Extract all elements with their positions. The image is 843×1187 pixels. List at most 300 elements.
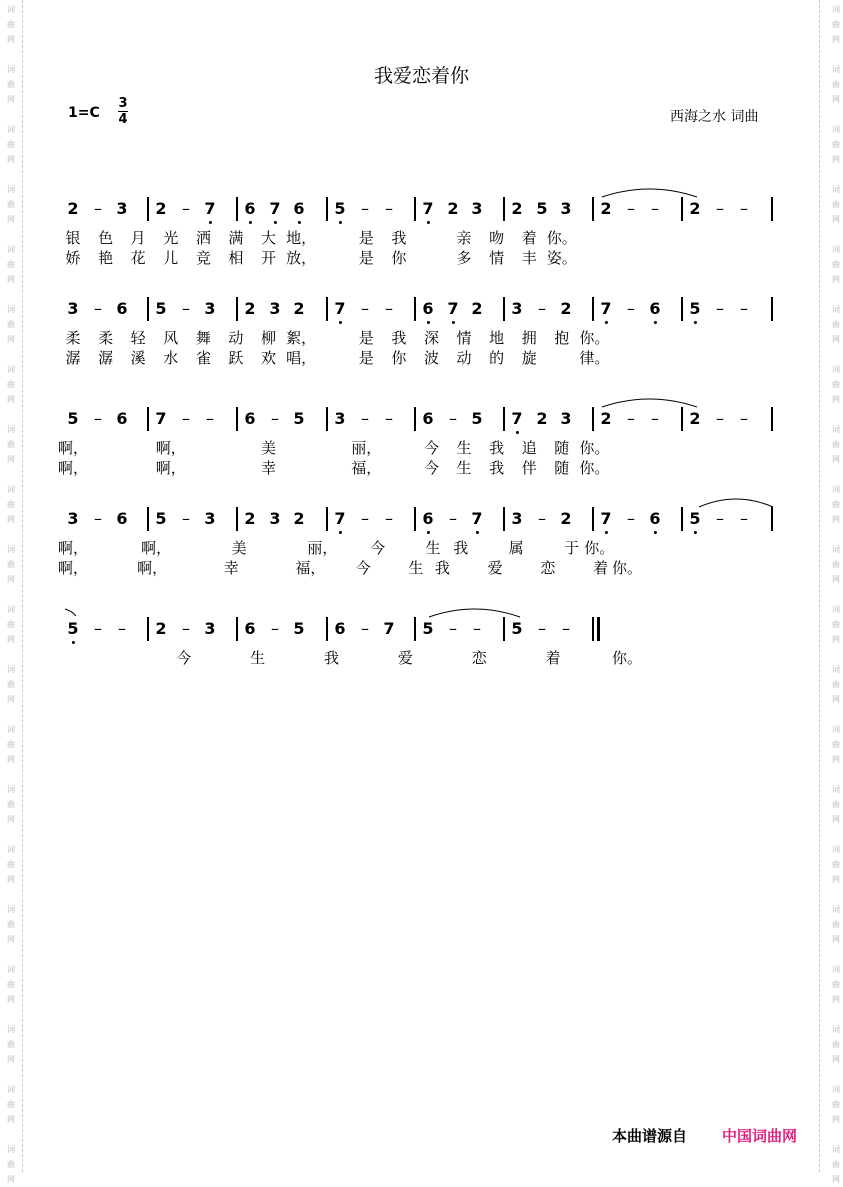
watermark-mark: 词 曲 网 bbox=[7, 365, 15, 404]
lyric-syllable: 啊， bbox=[141, 539, 172, 557]
note: 6 bbox=[649, 299, 660, 319]
sustain-dash: – bbox=[740, 509, 748, 528]
barline bbox=[414, 197, 416, 221]
note: 6 bbox=[334, 619, 346, 638]
note: 2 bbox=[155, 199, 167, 218]
note: 7 bbox=[447, 299, 458, 319]
watermark-mark: 词 曲 网 bbox=[7, 725, 15, 764]
barline bbox=[771, 507, 773, 531]
note: 2 bbox=[447, 199, 459, 218]
sustain-dash: – bbox=[361, 299, 369, 318]
lyric-syllable: 生 bbox=[425, 539, 441, 557]
watermark-mark: 词 曲 网 bbox=[832, 365, 840, 404]
sustain-dash: – bbox=[538, 299, 546, 318]
note: 2 bbox=[244, 509, 256, 528]
lyric-syllable: 跃 bbox=[228, 349, 244, 367]
barline bbox=[414, 507, 416, 531]
lyric-syllable: 你。 bbox=[579, 439, 610, 457]
sustain-dash: – bbox=[716, 199, 724, 218]
barline bbox=[503, 197, 505, 221]
low-octave-dot bbox=[653, 531, 656, 534]
lyric-syllable: 着 bbox=[521, 229, 537, 247]
lyric-syllable: 的 bbox=[489, 349, 505, 367]
lyric-syllable: 啊， bbox=[57, 439, 89, 457]
low-octave-dot bbox=[693, 531, 696, 534]
note: 5 bbox=[536, 199, 548, 218]
barline bbox=[236, 617, 238, 641]
barline bbox=[147, 407, 149, 431]
lyric-syllable: 丽， bbox=[307, 539, 338, 557]
lyric-syllable: 我 bbox=[453, 539, 469, 557]
lyric-syllable: 亲 bbox=[456, 229, 472, 247]
note: 2 bbox=[560, 299, 572, 318]
note: 6 bbox=[244, 199, 255, 219]
sustain-dash: – bbox=[118, 619, 126, 638]
lyric-syllable: 啊， bbox=[57, 559, 89, 577]
watermark-mark: 词 曲 网 bbox=[7, 845, 15, 884]
note: 6 bbox=[244, 619, 256, 638]
lyric-syllable: 波 bbox=[423, 349, 439, 367]
sustain-dash: – bbox=[361, 409, 369, 428]
time-signature bbox=[117, 96, 129, 127]
lyric-syllable: 艳 bbox=[98, 249, 114, 267]
watermark-mark: 词 曲 网 bbox=[7, 1145, 15, 1184]
sustain-dash: – bbox=[651, 409, 659, 428]
tie-arc bbox=[697, 493, 775, 509]
lyric-syllable: 你。 bbox=[579, 329, 610, 347]
barline bbox=[147, 297, 149, 321]
lyric-syllable: 溪 bbox=[130, 349, 146, 367]
lyric-syllable: 爱 bbox=[397, 649, 413, 667]
watermark-mark: 词 曲 网 bbox=[832, 905, 840, 944]
lyric-syllable: 于 bbox=[564, 539, 580, 557]
note: 5 bbox=[511, 619, 523, 638]
watermark-mark: 词 曲 网 bbox=[7, 905, 15, 944]
note: 3 bbox=[116, 199, 128, 218]
lyric-syllable: 花 bbox=[130, 249, 146, 267]
lyric-syllable: 我 bbox=[391, 229, 407, 247]
watermark-mark: 词 曲 网 bbox=[832, 245, 840, 284]
note: 2 bbox=[471, 299, 483, 318]
lyric-syllable: 吻 bbox=[489, 229, 505, 247]
watermark-mark: 词 曲 网 bbox=[7, 1025, 15, 1064]
sustain-dash: – bbox=[271, 619, 279, 638]
lyric-syllable: 地， bbox=[286, 229, 317, 247]
final-barline bbox=[597, 617, 600, 641]
lyric-syllable: 光 bbox=[163, 229, 179, 247]
lyric-syllable: 竞 bbox=[195, 249, 211, 267]
note: 2 bbox=[155, 619, 167, 638]
barline bbox=[414, 297, 416, 321]
barline bbox=[236, 407, 238, 431]
lyric-syllable: 随 bbox=[554, 439, 570, 457]
low-octave-dot bbox=[426, 221, 429, 224]
lyric-syllable: 我 bbox=[489, 459, 505, 477]
tie-arc bbox=[64, 608, 78, 618]
lyric-syllable: 幸 bbox=[261, 459, 277, 477]
lyric-syllable: 深 bbox=[423, 329, 439, 347]
lyric-syllable: 情 bbox=[456, 329, 472, 347]
sustain-dash: – bbox=[94, 299, 102, 318]
lyric-syllable: 今 bbox=[176, 649, 192, 667]
sustain-dash: – bbox=[94, 199, 102, 218]
note: 7 bbox=[269, 199, 280, 219]
barline bbox=[326, 507, 328, 531]
tie-arc bbox=[600, 393, 699, 409]
sustain-dash: – bbox=[449, 509, 457, 528]
lyric-syllable: 动 bbox=[456, 349, 472, 367]
lyric-syllable: 娇 bbox=[65, 249, 81, 267]
time-signature-bottom: 4 bbox=[118, 112, 128, 127]
low-octave-dot bbox=[273, 221, 276, 224]
sustain-dash: – bbox=[627, 509, 635, 528]
note: 2 bbox=[536, 409, 548, 428]
low-octave-dot bbox=[248, 221, 251, 224]
barline bbox=[147, 197, 149, 221]
low-octave-dot bbox=[604, 531, 607, 534]
lyric-syllable: 洒 bbox=[195, 229, 211, 247]
lyric-syllable: 美 bbox=[231, 539, 247, 557]
lyric-syllable: 欢 bbox=[261, 349, 277, 367]
lyric-syllable: 我 bbox=[391, 329, 407, 347]
note: 6 bbox=[422, 409, 434, 428]
barline bbox=[414, 407, 416, 431]
sustain-dash: – bbox=[385, 409, 393, 428]
lyric-syllable: 丽， bbox=[351, 439, 382, 457]
note: 6 bbox=[244, 409, 256, 428]
sustain-dash: – bbox=[94, 509, 102, 528]
lyric-syllable: 满 bbox=[228, 229, 244, 247]
lyric-syllable: 福， bbox=[351, 459, 382, 477]
barline bbox=[592, 617, 594, 641]
lyric-syllable: 随 bbox=[554, 459, 570, 477]
low-octave-dot bbox=[515, 431, 518, 434]
sustain-dash: – bbox=[449, 409, 457, 428]
watermark-mark: 词 曲 网 bbox=[832, 125, 840, 164]
lyric-syllable: 爱 bbox=[487, 559, 503, 577]
note: 7 bbox=[334, 299, 345, 319]
lyric-syllable: 福， bbox=[295, 559, 326, 577]
lyric-syllable: 地 bbox=[489, 329, 505, 347]
note: 2 bbox=[600, 199, 612, 218]
lyric-syllable: 啊， bbox=[137, 559, 168, 577]
note: 2 bbox=[293, 509, 305, 528]
lyric-syllable: 今 bbox=[370, 539, 386, 557]
sustain-dash: – bbox=[538, 509, 546, 528]
barline bbox=[503, 407, 505, 431]
watermark-mark: 词 曲 网 bbox=[7, 185, 15, 224]
lyric-syllable: 你 bbox=[391, 349, 407, 367]
lyric-syllable: 开 bbox=[261, 249, 277, 267]
sustain-dash: – bbox=[385, 299, 393, 318]
watermark-mark: 词 曲 网 bbox=[832, 425, 840, 464]
watermark-mark: 词 曲 网 bbox=[7, 425, 15, 464]
watermark-mark: 词 曲 网 bbox=[832, 545, 840, 584]
lyric-syllable: 我 bbox=[324, 649, 340, 667]
lyric-syllable: 月 bbox=[130, 229, 146, 247]
barline bbox=[326, 617, 328, 641]
lyric-syllable: 水 bbox=[163, 349, 179, 367]
note: 6 bbox=[649, 509, 660, 529]
lyric-syllable: 放， bbox=[286, 249, 317, 267]
lyric-syllable: 舞 bbox=[195, 329, 211, 347]
watermark-mark: 词 曲 网 bbox=[7, 245, 15, 284]
note: 7 bbox=[471, 509, 482, 529]
lyric-syllable: 是 bbox=[358, 249, 374, 267]
watermark-mark: 词 曲 网 bbox=[832, 1085, 840, 1124]
note: 3 bbox=[511, 509, 523, 528]
note: 3 bbox=[204, 299, 216, 318]
key-signature: 1=C bbox=[68, 105, 100, 121]
lyric-syllable: 色 bbox=[98, 229, 114, 247]
watermark-mark: 词 曲 网 bbox=[832, 845, 840, 884]
note: 3 bbox=[67, 299, 79, 318]
sustain-dash: – bbox=[449, 619, 457, 638]
lyric-syllable: 你。 bbox=[611, 649, 643, 667]
note: 7 bbox=[155, 409, 167, 428]
note: 5 bbox=[689, 299, 700, 319]
lyric-syllable: 大 bbox=[261, 229, 277, 247]
watermark-mark: 词 曲 网 bbox=[7, 125, 15, 164]
lyric-syllable: 絮， bbox=[286, 329, 317, 347]
note: 5 bbox=[471, 409, 483, 428]
lyric-syllable: 属 bbox=[508, 539, 524, 557]
lyric-syllable: 生 bbox=[456, 459, 472, 477]
lyric-syllable: 生 bbox=[408, 559, 424, 577]
sustain-dash: – bbox=[716, 299, 724, 318]
lyric-syllable: 伴 bbox=[521, 459, 537, 477]
barline bbox=[592, 297, 594, 321]
lyric-syllable: 着 bbox=[545, 649, 561, 667]
sustain-dash: – bbox=[271, 409, 279, 428]
low-octave-dot bbox=[426, 321, 429, 324]
watermark-mark: 词 曲 网 bbox=[832, 665, 840, 704]
lyric-syllable: 你。 bbox=[546, 229, 577, 247]
sustain-dash: – bbox=[716, 409, 724, 428]
barline bbox=[326, 407, 328, 431]
lyric-syllable: 风 bbox=[163, 329, 179, 347]
note: 7 bbox=[600, 299, 611, 319]
watermark-mark: 词 曲 网 bbox=[7, 665, 15, 704]
lyric-syllable: 是 bbox=[358, 329, 374, 347]
sustain-dash: – bbox=[740, 199, 748, 218]
barline bbox=[771, 197, 773, 221]
sustain-dash: – bbox=[627, 199, 635, 218]
sustain-dash: – bbox=[182, 299, 190, 318]
sustain-dash: – bbox=[206, 409, 214, 428]
note: 3 bbox=[269, 509, 281, 528]
lyric-syllable: 你。 bbox=[611, 559, 643, 577]
low-octave-dot bbox=[297, 221, 300, 224]
low-octave-dot bbox=[604, 321, 607, 324]
barline bbox=[771, 407, 773, 431]
barline bbox=[681, 507, 683, 531]
lyric-syllable: 姿。 bbox=[546, 249, 577, 267]
barline bbox=[681, 407, 683, 431]
lyric-syllable: 幸 bbox=[223, 559, 239, 577]
sustain-dash: – bbox=[473, 619, 481, 638]
barline bbox=[681, 297, 683, 321]
low-octave-dot bbox=[693, 321, 696, 324]
barline bbox=[147, 617, 149, 641]
lyric-syllable: 生 bbox=[250, 649, 266, 667]
lyric-syllable: 柳 bbox=[261, 329, 277, 347]
watermark-mark: 词 曲 网 bbox=[7, 785, 15, 824]
lyric-syllable: 你。 bbox=[584, 539, 615, 557]
low-octave-dot bbox=[653, 321, 656, 324]
barline bbox=[592, 197, 594, 221]
lyric-syllable: 儿 bbox=[163, 249, 179, 267]
sustain-dash: – bbox=[182, 199, 190, 218]
low-octave-dot bbox=[71, 641, 74, 644]
left-watermark-strip bbox=[0, 0, 15, 1184]
watermark-mark: 词 曲 网 bbox=[832, 965, 840, 1004]
low-octave-dot bbox=[208, 221, 211, 224]
barline bbox=[326, 297, 328, 321]
sustain-dash: – bbox=[361, 619, 369, 638]
lyric-syllable: 我 bbox=[489, 439, 505, 457]
lyric-syllable: 轻 bbox=[130, 329, 146, 347]
sustain-dash: – bbox=[182, 409, 190, 428]
watermark-mark: 词 曲 网 bbox=[7, 965, 15, 1004]
watermark-mark: 词 曲 网 bbox=[7, 305, 15, 344]
note: 3 bbox=[269, 299, 281, 318]
barline bbox=[236, 507, 238, 531]
low-octave-dot bbox=[475, 531, 478, 534]
note: 7 bbox=[204, 199, 215, 219]
lyric-syllable: 恋 bbox=[540, 559, 556, 577]
sustain-dash: – bbox=[182, 619, 190, 638]
composer-credit: 西海之水 词曲 bbox=[670, 109, 759, 125]
lyric-syllable: 你。 bbox=[579, 459, 610, 477]
watermark-mark: 词 曲 网 bbox=[832, 305, 840, 344]
note: 2 bbox=[560, 509, 572, 528]
lyric-syllable: 拥 bbox=[521, 329, 537, 347]
note: 3 bbox=[560, 199, 572, 218]
lyric-syllable: 我 bbox=[434, 559, 450, 577]
lyric-syllable: 潺 bbox=[98, 349, 114, 367]
note: 6 bbox=[116, 299, 128, 318]
barline bbox=[592, 407, 594, 431]
lyric-syllable: 雀 bbox=[195, 349, 211, 367]
note: 6 bbox=[293, 199, 304, 219]
sustain-dash: – bbox=[361, 199, 369, 218]
lyric-syllable: 抱 bbox=[554, 329, 570, 347]
watermark-mark: 词 曲 网 bbox=[832, 1145, 840, 1184]
note: 7 bbox=[334, 509, 345, 529]
lyric-syllable: 是 bbox=[358, 229, 374, 247]
note: 3 bbox=[471, 199, 483, 218]
lyric-syllable: 追 bbox=[521, 439, 537, 457]
note: 5 bbox=[67, 619, 78, 639]
lyric-syllable: 啊， bbox=[57, 539, 89, 557]
lyric-syllable: 恋 bbox=[471, 649, 487, 667]
note: 5 bbox=[422, 619, 434, 638]
barline bbox=[326, 197, 328, 221]
sustain-dash: – bbox=[385, 199, 393, 218]
watermark-mark: 词 曲 网 bbox=[832, 185, 840, 224]
note: 6 bbox=[116, 509, 128, 528]
lyric-syllable: 啊， bbox=[57, 459, 89, 477]
barline bbox=[503, 297, 505, 321]
barline bbox=[503, 507, 505, 531]
barline bbox=[503, 617, 505, 641]
note: 6 bbox=[422, 509, 433, 529]
barline bbox=[414, 617, 416, 641]
lyric-syllable: 柔 bbox=[98, 329, 114, 347]
lyric-syllable: 相 bbox=[228, 249, 244, 267]
sustain-dash: – bbox=[562, 619, 570, 638]
lyric-syllable: 啊， bbox=[155, 459, 186, 477]
lyric-syllable: 你 bbox=[391, 249, 407, 267]
watermark-mark: 词 曲 网 bbox=[832, 785, 840, 824]
note: 6 bbox=[422, 299, 433, 319]
song-title: 我爱恋着你 bbox=[373, 65, 469, 87]
note: 2 bbox=[689, 409, 701, 428]
lyric-syllable: 着 bbox=[593, 559, 609, 577]
note: 6 bbox=[116, 409, 128, 428]
barline bbox=[236, 197, 238, 221]
note: 5 bbox=[334, 199, 345, 219]
note: 7 bbox=[511, 409, 522, 429]
note: 7 bbox=[600, 509, 611, 529]
lyric-syllable: 潺 bbox=[65, 349, 81, 367]
watermark-mark: 词 曲 网 bbox=[832, 1025, 840, 1064]
low-octave-dot bbox=[338, 531, 341, 534]
lyric-syllable: 啊， bbox=[155, 439, 186, 457]
lyric-syllable: 丰 bbox=[521, 249, 537, 267]
sustain-dash: – bbox=[94, 619, 102, 638]
note: 3 bbox=[67, 509, 79, 528]
lyric-syllable: 是 bbox=[358, 349, 374, 367]
sustain-dash: – bbox=[627, 299, 635, 318]
note: 3 bbox=[334, 409, 346, 428]
lyric-syllable: 今 bbox=[423, 459, 439, 477]
tie-arc bbox=[427, 603, 522, 619]
lyric-syllable: 动 bbox=[228, 329, 244, 347]
note: 3 bbox=[204, 509, 216, 528]
barline bbox=[771, 297, 773, 321]
note: 3 bbox=[560, 409, 572, 428]
sustain-dash: – bbox=[182, 509, 190, 528]
lyric-syllable: 情 bbox=[489, 249, 505, 267]
lyric-syllable: 旋 bbox=[521, 349, 537, 367]
note: 5 bbox=[155, 509, 167, 528]
watermark-mark: 词 曲 网 bbox=[7, 545, 15, 584]
sustain-dash: – bbox=[716, 509, 724, 528]
lyric-syllable: 多 bbox=[456, 249, 472, 267]
lyric-syllable: 美 bbox=[261, 439, 277, 457]
watermark-mark: 词 曲 网 bbox=[832, 725, 840, 764]
sustain-dash: – bbox=[651, 199, 659, 218]
barline bbox=[236, 297, 238, 321]
source-site: 中国词曲网 bbox=[722, 1127, 798, 1145]
lyric-syllable: 今 bbox=[355, 559, 371, 577]
sustain-dash: – bbox=[740, 299, 748, 318]
sustain-dash: – bbox=[627, 409, 635, 428]
time-signature-top: 3 bbox=[118, 96, 128, 111]
note: 5 bbox=[293, 619, 305, 638]
note: 7 bbox=[383, 619, 395, 638]
sustain-dash: – bbox=[740, 409, 748, 428]
note: 5 bbox=[155, 299, 167, 318]
sustain-dash: – bbox=[538, 619, 546, 638]
note: 5 bbox=[293, 409, 305, 428]
sustain-dash: – bbox=[361, 509, 369, 528]
note: 3 bbox=[511, 299, 523, 318]
lyric-syllable: 柔 bbox=[65, 329, 81, 347]
note: 5 bbox=[67, 409, 79, 428]
